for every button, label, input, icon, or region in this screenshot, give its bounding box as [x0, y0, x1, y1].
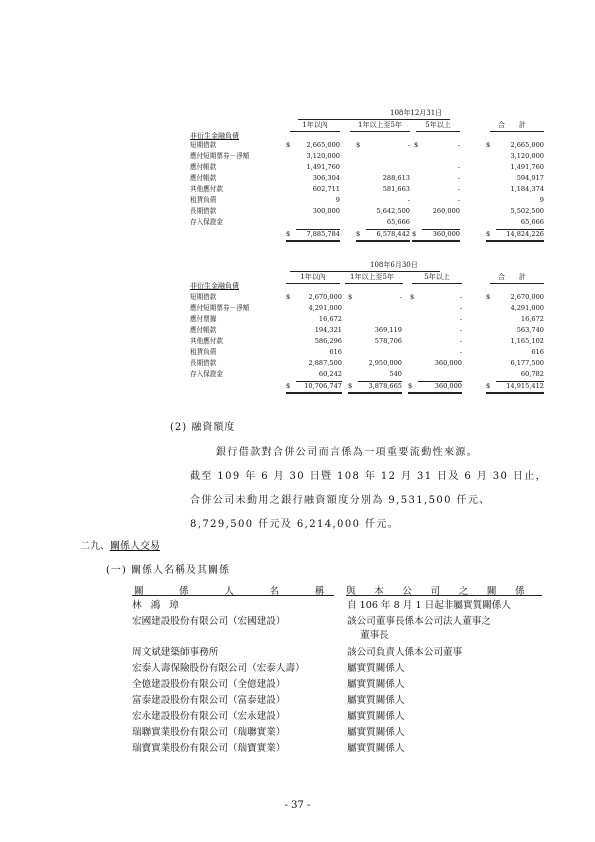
page-number: - 37 - [284, 800, 311, 811]
related-party-name: 富泰建設股份有限公司（富泰建設） [132, 695, 286, 706]
row-value: 5,642,500 [376, 207, 410, 215]
row-value: 16,672 [318, 315, 342, 323]
related-party-table [132, 583, 552, 753]
row-value: - [457, 141, 460, 149]
totals-row [190, 383, 550, 395]
row-label: 其他應付款 [190, 185, 223, 193]
total-value: 14,915,412 [506, 382, 544, 390]
row-value: - [457, 163, 460, 171]
financing-paragraph-line: 銀行借款對合併公司而言係為一項重要流動性來源。 [216, 447, 479, 458]
related-party-name: 瑞聯實業股份有限公司（瑞聯實業） [132, 727, 286, 738]
row-value: 578,706 [374, 337, 402, 345]
row-value: 586,296 [314, 337, 342, 345]
row-value: 594,917 [516, 174, 544, 182]
row-value: - [457, 196, 460, 204]
row-value: - [457, 174, 460, 182]
related-party-name: 宏國建設股份有限公司（宏國建設） [132, 616, 286, 627]
currency-symbol: $ [486, 382, 491, 390]
row-value: 360,000 [434, 359, 462, 367]
row-label: 應付帳款 [190, 174, 217, 182]
related-party-relation-cont: 董事長 [360, 630, 389, 641]
liquidity-table-dec [190, 110, 550, 245]
total-value: 360,000 [434, 382, 462, 390]
related-party-name: 周文斌建築師事務所 [132, 647, 219, 658]
row-value: 540 [389, 370, 402, 378]
related-party-name: 瑞寶實業股份有限公司（瑞寶實業） [132, 743, 286, 754]
related-party-relation: 屬實質關係人 [347, 711, 405, 722]
row-label: 存入保證金 [190, 218, 223, 226]
row-value: 4,291,000 [308, 304, 342, 312]
row-value: 2,665,000 [306, 141, 340, 149]
currency-symbol: $ [286, 382, 291, 390]
row-value: - [457, 185, 460, 193]
row-value: - [407, 196, 410, 204]
financing-heading: (2) 融資額度 [170, 422, 236, 433]
row-value: - [407, 141, 410, 149]
row-value: 60,782 [520, 370, 544, 378]
row-value: - [459, 293, 462, 301]
row-value: 369,119 [374, 326, 402, 334]
currency-symbol: $ [414, 141, 419, 149]
row-value: 1,491,760 [510, 163, 544, 171]
total-value: 6,578,442 [376, 230, 410, 238]
row-value: 2,887,500 [308, 359, 342, 367]
total-value: 10,706,747 [304, 382, 342, 390]
col-header: 5年以上 [424, 273, 450, 281]
header-name: 關 係 人 名 稱 [134, 586, 338, 597]
currency-symbol: $ [486, 293, 491, 301]
currency-symbol: $ [412, 230, 417, 238]
section-title: 非衍生金融負債 [190, 282, 239, 290]
row-value: 2,665,000 [510, 141, 544, 149]
row-value: - [459, 348, 462, 356]
related-party-name: 宏泰人壽保險股份有限公司（宏泰人壽） [132, 663, 305, 674]
row-value: - [399, 293, 402, 301]
row-label: 長期借款 [190, 359, 217, 367]
totals-row [190, 231, 550, 243]
currency-symbol: $ [408, 382, 413, 390]
related-party-relation: 自 106 年 8 月 1 日起非屬實質關係人 [347, 600, 511, 611]
row-value: 1,184,374 [510, 185, 544, 193]
currency-symbol: $ [348, 382, 353, 390]
currency-symbol: $ [356, 141, 361, 149]
row-value: 2,950,000 [368, 359, 402, 367]
row-value: 194,321 [314, 326, 342, 334]
row-value: 616 [531, 348, 544, 356]
related-party-relation: 屬實質關係人 [347, 727, 405, 738]
row-value: 65,666 [520, 218, 544, 226]
section-title: 關係人交易 [110, 541, 160, 552]
row-value: 3,120,000 [510, 152, 544, 160]
row-value: 300,000 [312, 207, 340, 215]
col-header: 合 計 [498, 273, 526, 281]
row-value: 563,740 [516, 326, 544, 334]
row-value: 581,663 [382, 185, 410, 193]
table-period: 108年12月31日 [390, 109, 443, 117]
row-label: 應付帳款 [190, 163, 217, 171]
col-header: 1年以上至5年 [358, 121, 402, 129]
currency-symbol: $ [356, 230, 361, 238]
row-value: 2,670,000 [308, 293, 342, 301]
row-label: 短期借款 [190, 293, 217, 301]
row-value: 306,304 [312, 174, 340, 182]
row-label: 應付短期票券－淨額 [190, 152, 250, 160]
col-header: 合 計 [498, 121, 526, 129]
row-value: 9 [335, 196, 340, 204]
financing-paragraph-line: 8,729,500 仟元及 6,214,000 仟元。 [190, 519, 400, 530]
row-label: 應付票據 [190, 315, 217, 323]
row-label: 租賃負債 [190, 348, 217, 356]
related-party-name: 宏永建設股份有限公司（宏永建設） [132, 711, 286, 722]
related-party-relation: 屬實質關係人 [347, 695, 405, 706]
row-value: - [459, 337, 462, 345]
col-header: 1年以內 [300, 273, 326, 281]
liquidity-table-jun [190, 262, 550, 402]
currency-symbol: $ [286, 293, 291, 301]
total-value: 3,878,665 [368, 382, 402, 390]
row-label: 存入保證金 [190, 370, 223, 378]
related-party-name: 全億建設股份有限公司（全億建設） [132, 679, 286, 690]
related-party-relation: 屬實質關係人 [347, 663, 405, 674]
row-value: 1,491,760 [306, 163, 340, 171]
section-title: 非衍生金融負債 [190, 132, 239, 140]
currency-symbol: $ [486, 141, 491, 149]
currency-symbol: $ [286, 141, 291, 149]
row-label: 租賃負債 [190, 196, 217, 204]
row-label: 應付帳款 [190, 326, 217, 334]
row-value: - [459, 315, 462, 323]
related-party-name: 林 鴻 璋 [132, 600, 182, 611]
row-value: 5,502,500 [510, 207, 544, 215]
total-value: 7,885,784 [306, 230, 340, 238]
total-value: 14,824,226 [506, 230, 544, 238]
row-label: 其他應付款 [190, 337, 223, 345]
col-header: 1年以內 [302, 121, 328, 129]
row-value: 2,670,000 [510, 293, 544, 301]
row-value: 3,120,000 [306, 152, 340, 160]
col-header: 1年以上至5年 [350, 273, 394, 281]
row-value: 4,291,000 [510, 304, 544, 312]
total-value: 360,000 [432, 230, 460, 238]
currency-symbol: $ [410, 293, 415, 301]
related-party-relation: 該公司負責人係本公司董事 [347, 647, 463, 658]
row-value: 616 [329, 348, 342, 356]
financing-paragraph-line: 合併公司未動用之銀行融資額度分別為 9,531,500 仟元、 [190, 495, 491, 506]
currency-symbol: $ [286, 230, 291, 238]
related-sub-heading: (一) 關係人名稱及其關係 [106, 565, 230, 576]
row-value: 602,711 [312, 185, 340, 193]
row-value: 16,672 [520, 315, 544, 323]
col-header: 5年以上 [425, 121, 451, 129]
row-label: 應付短期票券－淨額 [190, 304, 250, 312]
related-party-relation: 屬實質關係人 [347, 743, 405, 754]
row-label: 長期借款 [190, 207, 217, 215]
row-value: 260,000 [432, 207, 460, 215]
row-value: 1,165,102 [510, 337, 544, 345]
table-period: 108年6月30日 [370, 261, 418, 269]
financing-paragraph-line: 截至 109 年 6 月 30 日暨 108 年 12 月 31 日及 6 月 30 日止， [190, 471, 548, 482]
related-party-relation: 該公司董事長係本公司法人董事之 [347, 616, 491, 627]
row-value: 60,242 [318, 370, 342, 378]
related-party-relation: 屬實質關係人 [347, 679, 405, 690]
currency-symbol: $ [348, 293, 353, 301]
row-value: - [459, 304, 462, 312]
related-party-section [80, 537, 160, 552]
row-label: 短期借款 [190, 141, 217, 149]
row-value: 6,177,500 [510, 359, 544, 367]
row-value: 288,613 [382, 174, 410, 182]
currency-symbol: $ [486, 230, 491, 238]
row-value: 9 [539, 196, 544, 204]
row-value: 65,666 [386, 218, 410, 226]
header-relation: 與 本 公 司 之 關 係 [346, 586, 530, 597]
section-number: 二九、 [80, 541, 110, 552]
row-value: - [459, 326, 462, 334]
